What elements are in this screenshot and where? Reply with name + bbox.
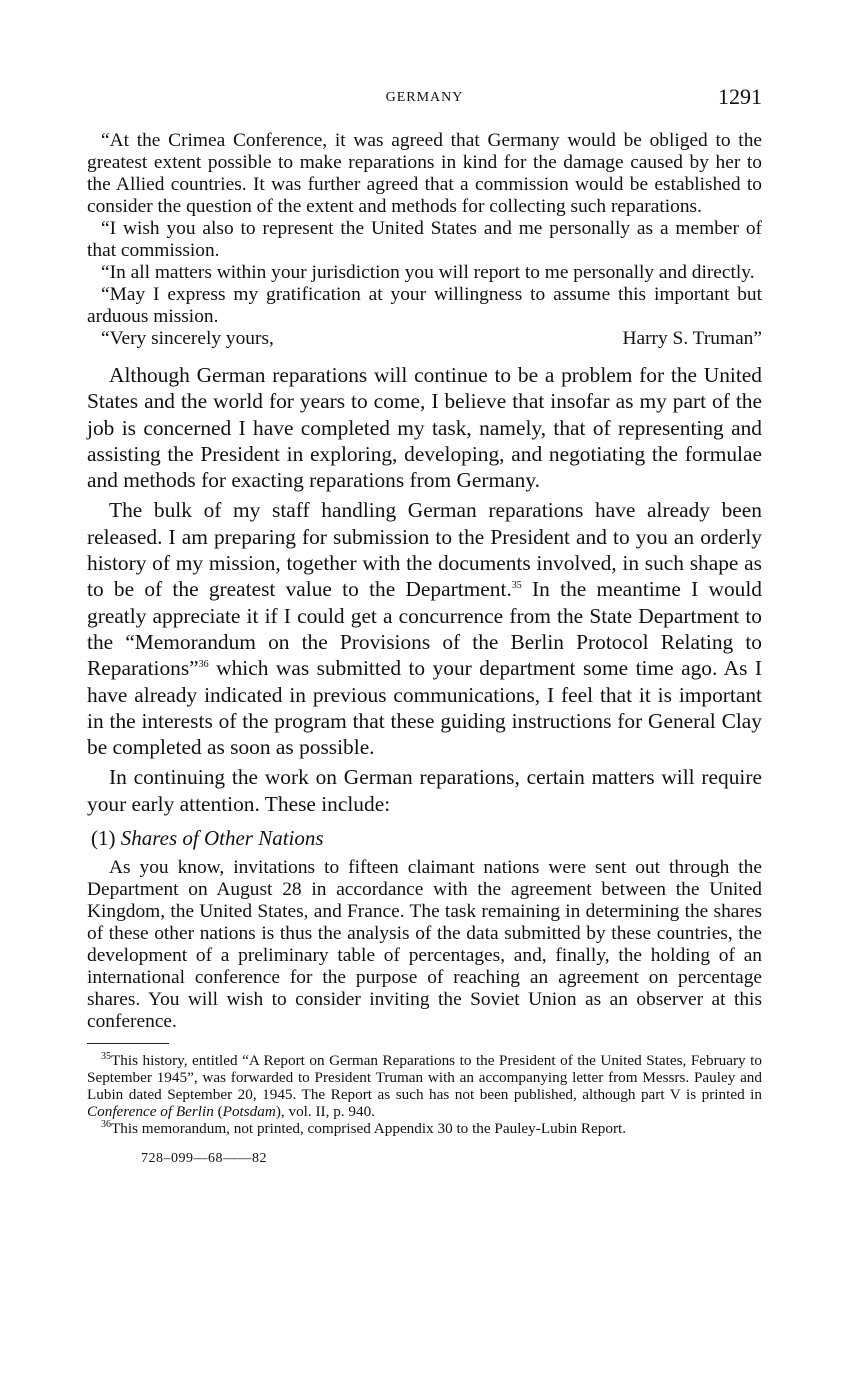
footnote-title: Potsdam (222, 1103, 276, 1121)
footnote-marker: 35 (101, 1050, 111, 1062)
body-paragraph (87, 497, 762, 760)
section-heading (87, 825, 762, 851)
body-text-segment: which was submitted to your department some time ago. As I have already indicated in previous communications, I feel that it is important in the interests of the program that these guiding instructions for General Clay be completed as soon as possible. (87, 656, 762, 760)
body-paragraph: In continuing the work on German reparations, certain matters will require your early attention. These include: (87, 765, 762, 816)
document-page (87, 84, 762, 1167)
footnote-text: ), vol. II, p. 940. (275, 1103, 375, 1121)
footnotes (87, 1052, 762, 1137)
body-paragraph: Although German reparations will continue to be a problem for the United States and the world for years to come, I believe that insofar as my part of the job is concerned I have completed my task, namely, that of representing and assisting the President in exploring, developing, and negotiating the formulae and methods for exacting reparations from Germany. (87, 363, 762, 493)
section-title: Shares of Other Nations (120, 826, 324, 851)
closing-salutation: “Very sincerely yours, (101, 328, 274, 349)
footnote-marker: 36 (101, 1118, 111, 1130)
footnote-reference: 35 (511, 580, 522, 592)
page-header (87, 84, 762, 112)
body-text (87, 362, 762, 817)
footnote-text: This history, entitled “A Report on German Reparations to the President of the United States, February to September 1945”, was forwarded to President Truman with an accompanying letter from Messrs. Pauley and Lubin dated September 20, 1945. The Report as such has not been published, although part V is printed in (87, 1052, 762, 1104)
footnote-reference: 36 (198, 659, 209, 671)
letter-paragraph: “I wish you also to represent the United States and me personally as a member of that commission. (87, 218, 762, 261)
footnote-title: Conference of Berlin (87, 1103, 214, 1121)
body-text-segment: The bulk of my staff handling German reparations have already been released. I am preparing for submission to the President and to you an orderly history of my mission, together with the documents involved, in such shape as to be of the greatest value to the Department. (87, 498, 762, 602)
quoted-letter (87, 130, 762, 350)
letter-closing (87, 328, 762, 350)
running-head: GERMANY (385, 90, 464, 105)
footnote-36 (87, 1120, 762, 1137)
footnote-divider (87, 1043, 169, 1044)
section-paragraph: As you know, invitations to fifteen claimant nations were sent out through the Department on August 28 in accordance with the agreement between the United Kingdom, the United States, and France. The task remaining in determining the shares of these other nations is thus the analysis of the data submitted by these countries, the development of a preliminary table of percentages, and, finally, the holding of an international conference for the purpose of reaching an agreement on percentage shares. You will wish to consider inviting the Soviet Union as an observer at this conference. (87, 857, 762, 1033)
letter-paragraph: “At the Crimea Conference, it was agreed that Germany would be obliged to the greatest extent possible to make reparations in kind for the damage caused by her to the Allied countries. It was further agreed that a commission would be established to consider the question of the extent and methods for collecting such reparations. (87, 130, 762, 217)
print-code: 728–099—68——82 (141, 1151, 267, 1167)
letter-paragraph: “May I express my gratification at your willingness to assume this important but arduous mission. (87, 284, 762, 327)
footnote-35 (87, 1052, 762, 1120)
body-text-segment: In the meantime I would greatly appreciate it if I could get a concurrence from the State Department to the “Memorandum on the Provisions of the Berlin Protocol Relating to Reparations” (87, 577, 762, 681)
letter-paragraph: “In all matters within your jurisdiction you will report to me personally and directly. (101, 262, 755, 283)
section-number: (1) (91, 826, 116, 851)
footnote-text: ( (213, 1103, 223, 1121)
page-number: 1291 (718, 84, 762, 109)
signature: Harry S. Truman” (622, 328, 762, 349)
footnote-text: This memorandum, not printed, comprised Appendix 30 to the Pauley-Lubin Report. (111, 1120, 627, 1138)
